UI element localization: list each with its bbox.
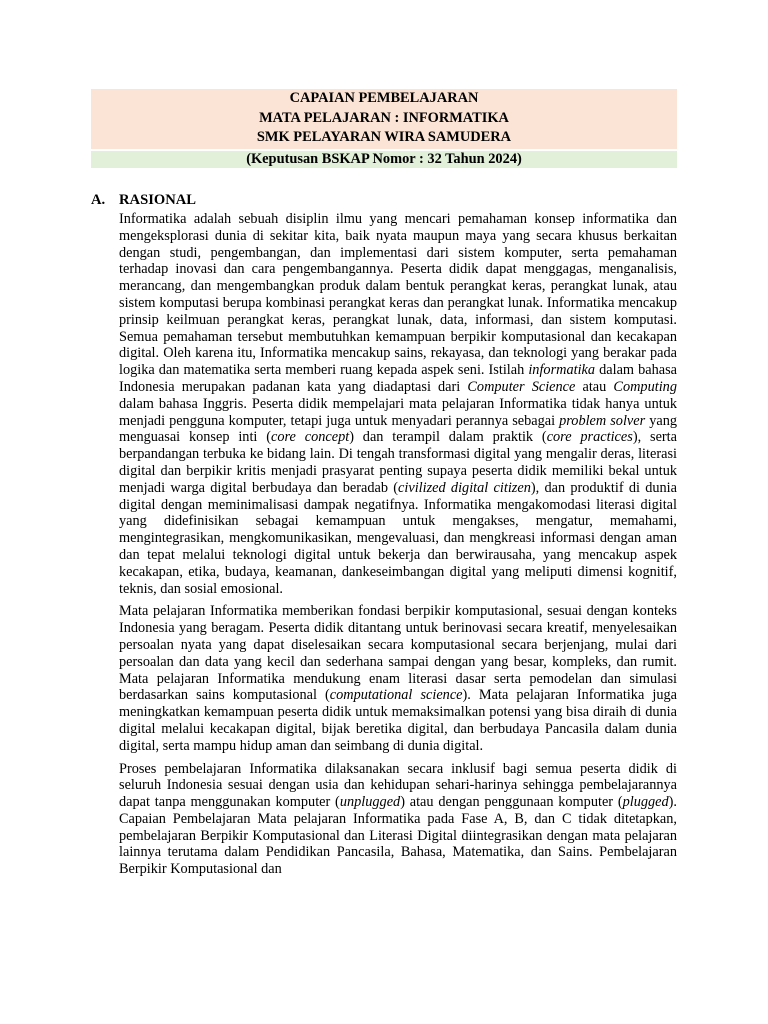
paragraph-text-run: ) atau dengan penggunaan komputer ( — [400, 794, 623, 811]
italic-term: plugged — [622, 794, 669, 811]
paragraph-text-run: dalam bahasa Inggris. Peserta didik mempelajari mata pelajaran Informatika tidak hanya untuk menjadi pengguna komputer, tetapi juga untuk menyadari perannya sebagai — [119, 395, 677, 429]
paragraph-text-run: Informatika adalah sebuah disiplin ilmu yang mencari pemahaman konsep informatika dan mengeksplorasi dunia di sekitar kita, baik nyata maupun maya yang secara khusus berkaitan dengan studi, pengembangan, dan implementasi dari sistem komputer, serta pemahaman terhadap inovasi dan cara pengembangannya. Peserta didik dapat menggagas, menganalisis, merancang, dan mengembangkan produk dalam bentuk perangkat keras, perangkat lunak, atau sistem komputasi berupa kombinasi perangkat keras dan perangkat lunak. Informatika mencakup prinsip keilmuan perangkat keras, perangkat lunak, data, informasi, dan sistem komputasi. Semua pemahaman tersebut membutuhkan kemampuan berpikir komputasional dan kecakapan digital. Oleh karena itu, Informatika mencakup sains, rekayasa, dan teknologi yang berakar pada logika dan matematika serta memberi ruang kepada aspek seni. Istilah — [119, 211, 677, 379]
document-header — [91, 89, 677, 168]
paragraph-text-run: dalam bahasa Indonesia merupakan padanan kata yang diadaptasi dari — [119, 362, 677, 395]
paragraph-text-run: atau — [575, 378, 614, 395]
header-decree-box — [91, 151, 677, 168]
paragraph-text-run: ), dan produktif di dunia digital dengan meminimalisasi dampak negatifnya. Informatika mengakomodasi literasi digital yang didefinisikan sebagai kemampuan untuk mengakses, mengatur, memahami, mengintegrasikan, mengkomunikasikan, mengevaluasi, dan mengkreasi informasi dengan aman dan tepat melalui teknologi digital untuk bekerja dan berwirausaha, yang mencakup aspek kecakapan, etika, budaya, keamanan, dankeseimbangan digital yang meliputi dimensi kognitif, teknis, dan sosial emosional. — [119, 479, 677, 597]
italic-term: core practices — [546, 429, 633, 446]
italic-term: civilized digital citizen — [398, 479, 531, 496]
paragraph-text-run: ) dan terampil dalam praktik ( — [349, 429, 547, 446]
paragraph-text-run: ), serta berpandangan terbuka ke bidang lain. Di tengah transformasi digital yang mengalir deras, literasi digital dan berpikir kritis menjadi prasyarat penting supaya peserta didik memiliki bekal untuk menjadi warga digital berbudaya dan beradab ( — [119, 429, 677, 496]
header-title-box — [91, 89, 677, 149]
paragraph-text-run: Proses pembelajaran Informatika dilaksanakan secara inklusif bagi semua peserta didik di seluruh Indonesia sesuai dengan usia dan kehidupan sehari-harinya sehingga pembelajarannya dapat tanpa menggunakan komputer ( — [119, 760, 677, 811]
body-paragraph — [119, 211, 677, 597]
section-heading — [91, 191, 677, 210]
header-title-line-2: MATA PELAJARAN : INFORMATIKA — [259, 109, 509, 126]
paragraph-text-run: Mata pelajaran Informatika memberikan fondasi berpikir komputasional, sesuai dengan konteks Indonesia yang beragam. Peserta didik ditantang untuk berinovasi secara kreatif, menyelesaikan persoalan nyata yang dapat diselesaikan secara komputasional secara berjenjang, mulai dari persoalan dan data yang kecil dan sederhana sampai dengan yang besar, kompleks, dan rumit. Mata pelajaran Informatika mendukung enam literasi dasar serta pemodelan dan simulasi berdasarkan sains komputasional ( — [119, 603, 677, 704]
paragraph-text-run: ). Mata pelajaran Informatika juga meningkatkan kemampuan peserta didik untuk memaksimalkan potensi yang bisa diraih di dunia digital melalui kecakapan digital, bijak beretika digital, dan berbudaya Pancasila dalam dunia digital, serta mampu hidup aman dan seimbang di dunia digital. — [119, 687, 677, 754]
italic-term: Computing — [613, 378, 677, 395]
body-paragraph — [119, 603, 677, 754]
header-title-line-1: CAPAIAN PEMBELAJARAN — [289, 90, 479, 106]
section-rasional — [91, 191, 677, 884]
section-body — [119, 211, 677, 878]
italic-term: computational science — [329, 687, 463, 704]
italic-term: problem solver — [559, 412, 646, 429]
section-letter: A. — [91, 192, 106, 208]
header-decree-text: (Keputusan BSKAP Nomor : 32 Tahun 2024) — [246, 150, 522, 167]
section-title: RASIONAL — [119, 192, 197, 208]
italic-term: core concept — [271, 429, 350, 446]
italic-term: Computer Science — [467, 378, 576, 395]
body-paragraph — [119, 761, 677, 879]
italic-term: unplugged — [339, 794, 401, 811]
header-title-line-3: SMK PELAYARAN WIRA SAMUDERA — [256, 129, 512, 145]
paragraph-text-run: yang menguasai konsep inti ( — [119, 412, 677, 446]
paragraph-text-run: ). Capaian Pembelajaran Mata pelajaran Informatika pada Fase A, B, dan C tidak ditetapkan, pembelajaran Berpikir Komputasional dan Literasi Digital diintegrasikan dengan mata pelajaran lainnya terutama dalam Pendidikan Pancasila, Bahasa, Matematika, dan Sains. Pembelajaran Berpikir Komputasional dan — [119, 794, 678, 878]
italic-term: informatika — [528, 362, 596, 379]
